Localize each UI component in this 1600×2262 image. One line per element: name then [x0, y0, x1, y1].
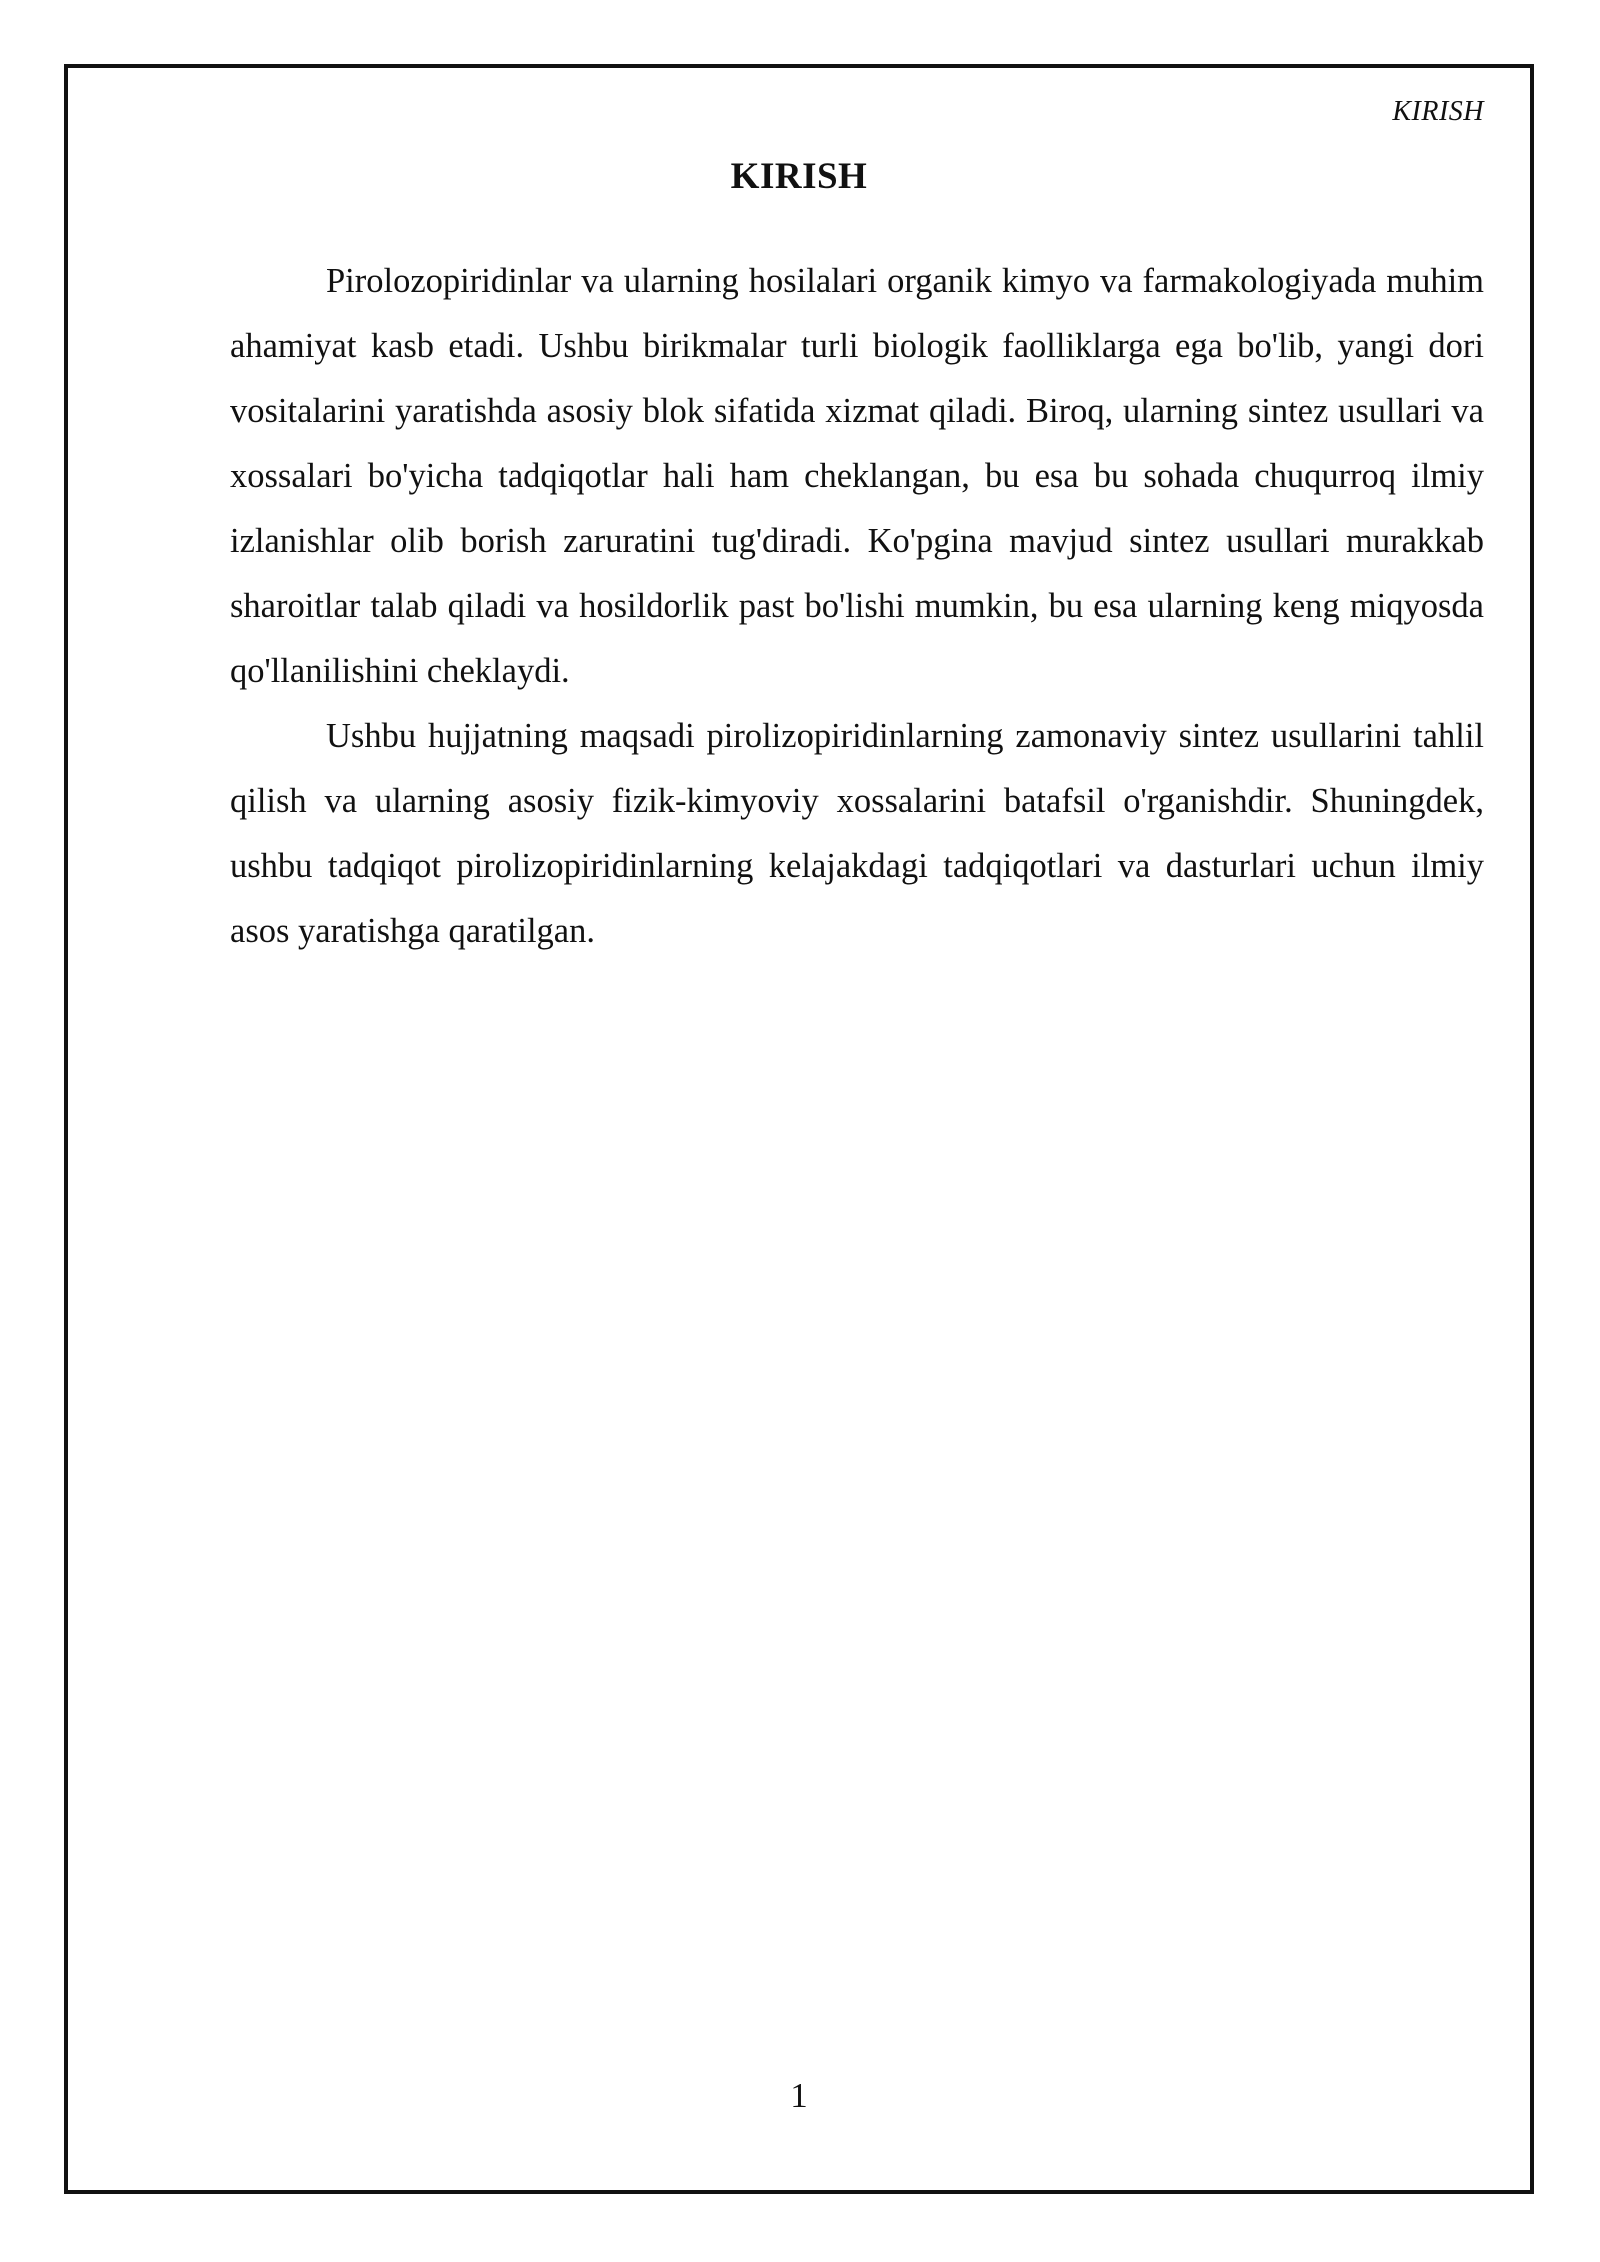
page-number: 1	[790, 2076, 808, 2115]
paragraph: Ushbu hujjatning maqsadi pirolizopiridinlarning zamonaviy sintez usullarini tahlil qilish va ularning asosiy fizik-kimyoviy xossalarini batafsil o'rganishdir. Shuningdek, ushbu tadqiqot pirolizopiridinlarning kelajakdagi tadqiqotlari va dasturlari uchun ilmiy asos yaratishga qaratilgan.	[230, 717, 1484, 950]
body-text	[230, 249, 1484, 964]
running-header: KIRISH	[1392, 96, 1484, 127]
page-border	[64, 64, 1534, 2194]
page-title: KIRISH	[730, 156, 868, 197]
paragraph: Pirolozopiridinlar va ularning hosilalari organik kimyo va farmakologiyada muhim ahamiyat kasb etadi. Ushbu birikmalar turli biologik faolliklarga ega bo'lib, yangi dori vositalarini yaratishda asosiy blok sifatida xizmat qiladi. Biroq, ularning sintez usullari va xossalari bo'yicha tadqiqotlar hali ham cheklangan, bu esa bu sohada chuqurroq ilmiy izlanishlar olib borish zaruratini tug'diradi. Ko'pgina mavjud sintez usullari murakkab sharoitlar talab qiladi va hosildorlik past bo'lishi mumkin, bu esa ularning keng miqyosda qo'llanilishini cheklaydi.	[230, 262, 1484, 690]
